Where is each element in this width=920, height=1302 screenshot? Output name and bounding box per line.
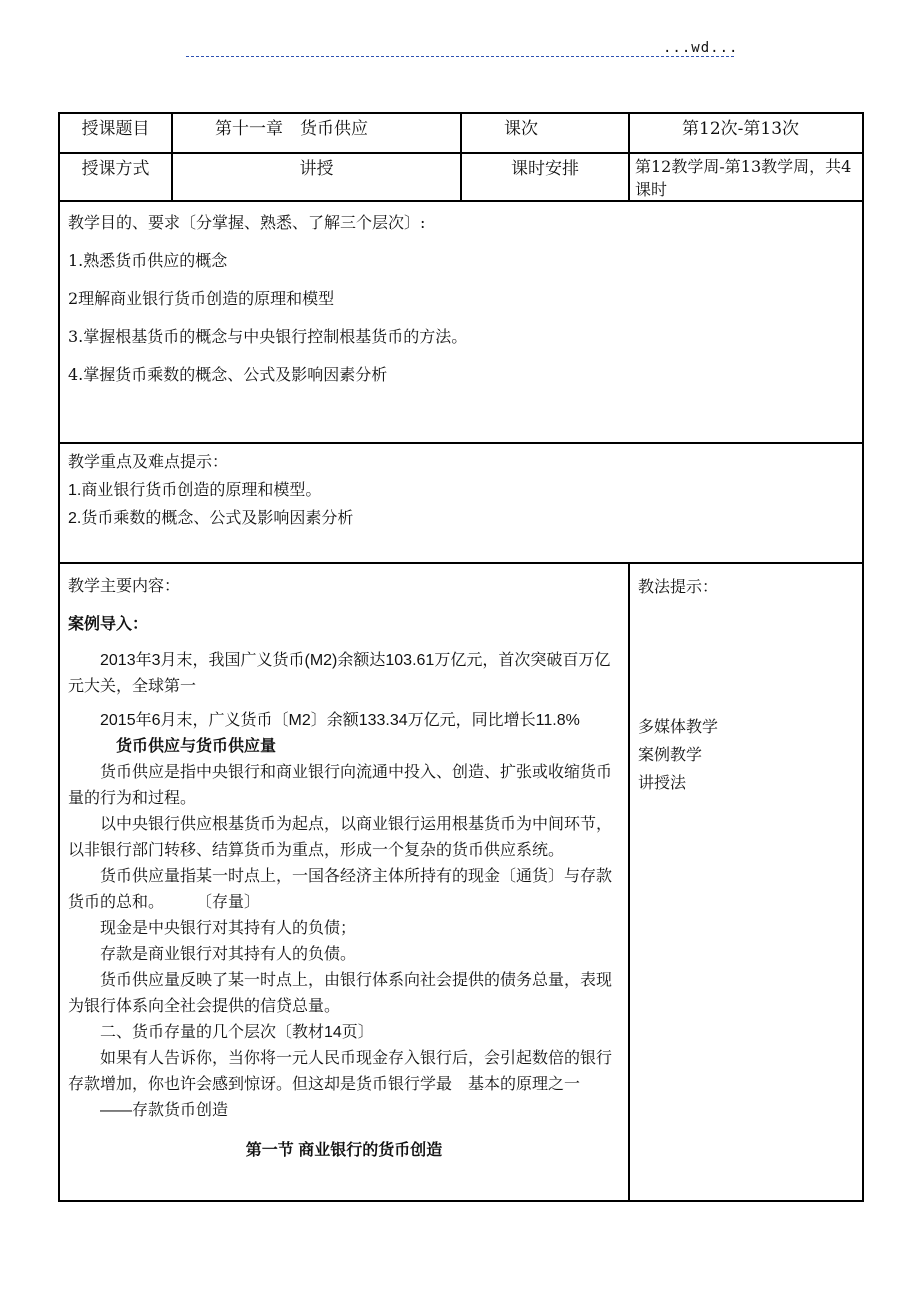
paragraph-6: 现金是中央银行对其持有人的负债； — [100, 920, 357, 937]
objectives-title: 教学目的、要求〔分掌握、熟悉、了解三个层次〕: — [68, 213, 426, 232]
paragraph-11: ——存款货币创造 — [100, 1102, 229, 1119]
paragraph-5: 货币供应量指某一时点上，一国各经济主体所持有的现金〔通货〕与存款货币的总和。 〔存量〕 — [68, 868, 613, 911]
content-cell — [59, 563, 629, 1201]
paragraph-4: 以中央银行供应根基货币为起点，以商业银行运用根基货币为中间环节，以非银行部门转移、结算货币为重点，形成一个复杂的货币供应系统。 — [68, 816, 613, 859]
keypoints-row — [59, 443, 863, 563]
case-paragraph-1: 2013年3月末，我国广义货币(M2)余额达103.61万亿元，首次突破百万亿元大关，全球第一 — [68, 652, 611, 695]
header-row-1 — [59, 113, 863, 153]
header-rule — [186, 56, 734, 57]
topic-label: 授课题目 — [59, 113, 172, 153]
section-heading: 第一节 商业银行的货币创造 — [245, 1142, 443, 1159]
method-hint-cell — [629, 563, 863, 1201]
method-hint-item: 讲授法 — [638, 775, 687, 792]
method-value: 讲授 — [172, 153, 461, 201]
keypoint-item: 1.商业银行货币创造的原理和模型。 — [68, 482, 322, 499]
keypoints-cell — [59, 443, 863, 563]
objective-item: 3.掌握根基货币的概念与中央银行控制根基货币的方法。 — [68, 327, 468, 346]
session-value: 第12次-第13次 — [629, 113, 863, 153]
keypoints-title: 教学重点及难点提示： — [68, 454, 229, 471]
keypoint-item: 2.货币乘数的概念、公式及影响因素分析 — [68, 510, 354, 527]
header-row-2 — [59, 153, 863, 201]
content-row — [59, 563, 863, 1201]
paragraph-8: 货币供应量反映了某一时点上，由银行体系向社会提供的债务总量，表现为银行体系向全社会提供的信贷总量。 — [68, 972, 613, 1015]
content-title: 教学主要内容： — [68, 578, 181, 595]
case-paragraph-2: 2015年6月末，广义货币〔M2〕余额133.34万亿元，同比增长11.8% — [100, 712, 580, 729]
subheading: 货币供应与货币供应量 — [116, 738, 277, 755]
method-hint-item: 多媒体教学 — [638, 719, 719, 736]
objectives-row — [59, 201, 863, 443]
paragraph-10: 如果有人告诉你，当你将一元人民币现金存入银行后，会引起数倍的银行存款增加，你也许会感到惊讶。但这却是货币银行学最 基本的原理之一 — [68, 1050, 613, 1093]
objectives-cell — [59, 201, 863, 443]
hours-value: 第12教学周-第13教学周，共4课时 — [629, 153, 863, 201]
method-label: 授课方式 — [59, 153, 172, 201]
hours-label: 课时安排 — [461, 153, 629, 201]
objective-item: 4.掌握货币乘数的概念、公式及影响因素分析 — [68, 365, 388, 384]
paragraph-9: 二、货币存量的几个层次〔教材14页〕 — [100, 1024, 374, 1041]
objective-item: 1.熟悉货币供应的概念 — [68, 251, 228, 270]
topic-value: 第十一章 货币供应 — [172, 113, 461, 153]
course-plan-table — [58, 112, 864, 1202]
header-mark: ...wd... — [663, 40, 739, 56]
method-hint-title: 教法提示： — [638, 579, 719, 596]
method-hint-item: 案例教学 — [638, 747, 703, 764]
paragraph-7: 存款是商业银行对其持有人的负债。 — [100, 946, 357, 963]
paragraph-3: 货币供应是指中央银行和商业银行向流通中投入、创造、扩张或收缩货币量的行为和过程。 — [68, 764, 613, 807]
case-heading: 案例导入： — [68, 616, 149, 633]
objective-item: 2理解商业银行货币创造的原理和模型 — [68, 289, 335, 308]
session-label: 课次 — [461, 113, 629, 153]
